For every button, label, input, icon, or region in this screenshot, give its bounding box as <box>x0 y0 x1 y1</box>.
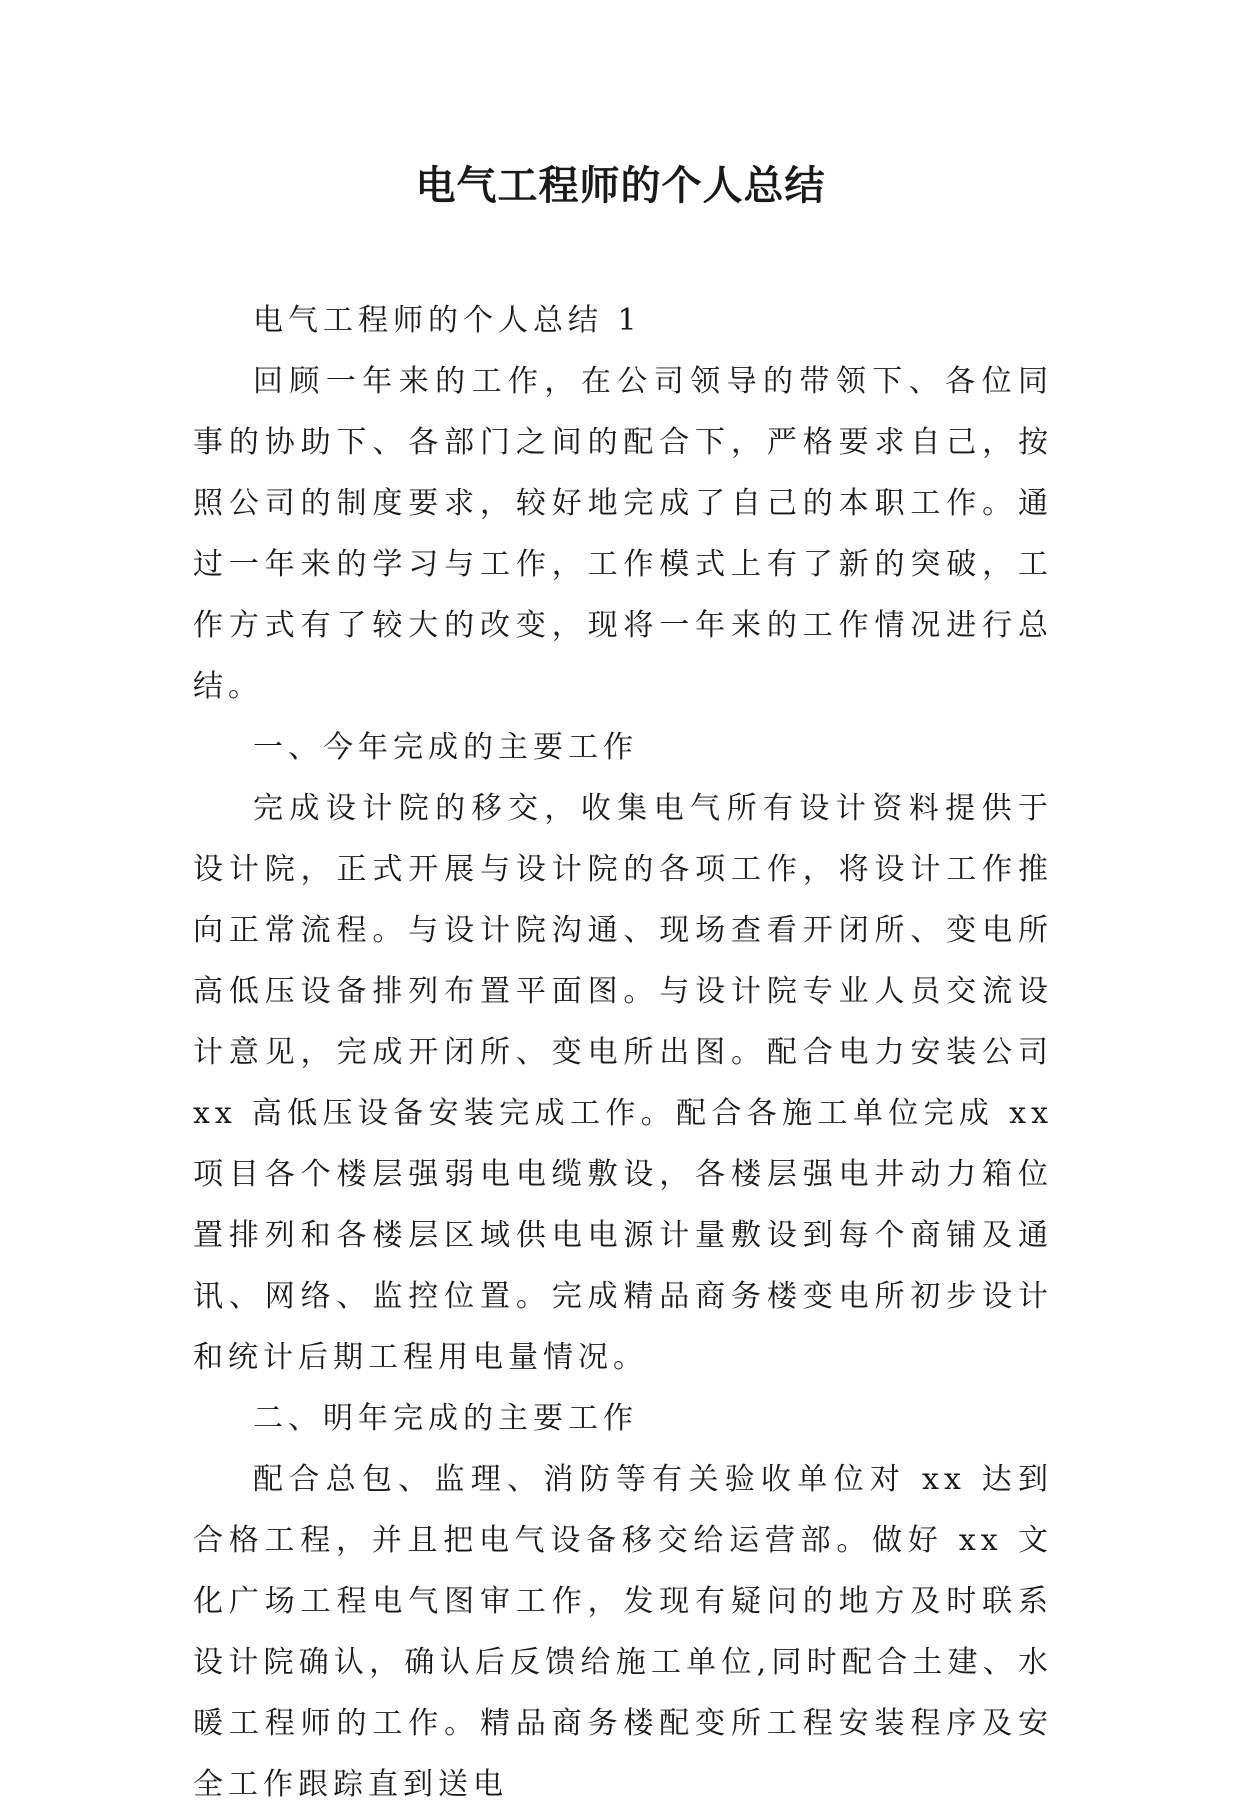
section-heading: 一、今年完成的主要工作 <box>253 730 638 765</box>
section-heading: 电气工程师的个人总结 1 <box>253 303 642 338</box>
body-paragraph: 配合总包、监理、消防等有关验收单位对 xx 达到合格工程，并且把电气设备移交给运营部。做好 xx 文化广场工程电气图审工作，发现有疑问的地方及时联系设计院确认，确认后反馈给施工单位,同时配合土建、水暖工程师的工作。精品商务楼配变所工程安装程序及安全工作跟踪直到送电 <box>193 1462 1053 1802</box>
section-heading: 二、明年完成的主要工作 <box>253 1401 638 1436</box>
body-paragraph: 回顾一年来的工作，在公司领导的带领下、各位同事的协助下、各部门之间的配合下，严格要求自己，按照公司的制度要求，较好地完成了自己的本职工作。通过一年来的学习与工作，工作模式上有了新的突破，工作方式有了较大的改变，现将一年来的工作情况进行总结。 <box>193 364 1053 704</box>
document-body <box>193 290 1053 1815</box>
document-title: 电气工程师的个人总结 <box>415 162 826 209</box>
body-paragraph: 完成设计院的移交，收集电气所有设计资料提供于设计院，正式开展与设计院的各项工作，将设计工作推向正常流程。与设计院沟通、现场查看开闭所、变电所高低压设备排列布置平面图。与设计院专业人员交流设计意见，完成开闭所、变电所出图。配合电力安装公司 xx 高低压设备安装完成工作。配合各施工单位完成 xx 项目各个楼层强弱电电缆敷设，各楼层强电井动力箱位置排列和各楼层区域供电电源计量敷设到每个商铺及通讯、网络、监控位置。完成精品商务楼变电所初步设计和统计后期工程用电量情况。 <box>193 791 1053 1375</box>
